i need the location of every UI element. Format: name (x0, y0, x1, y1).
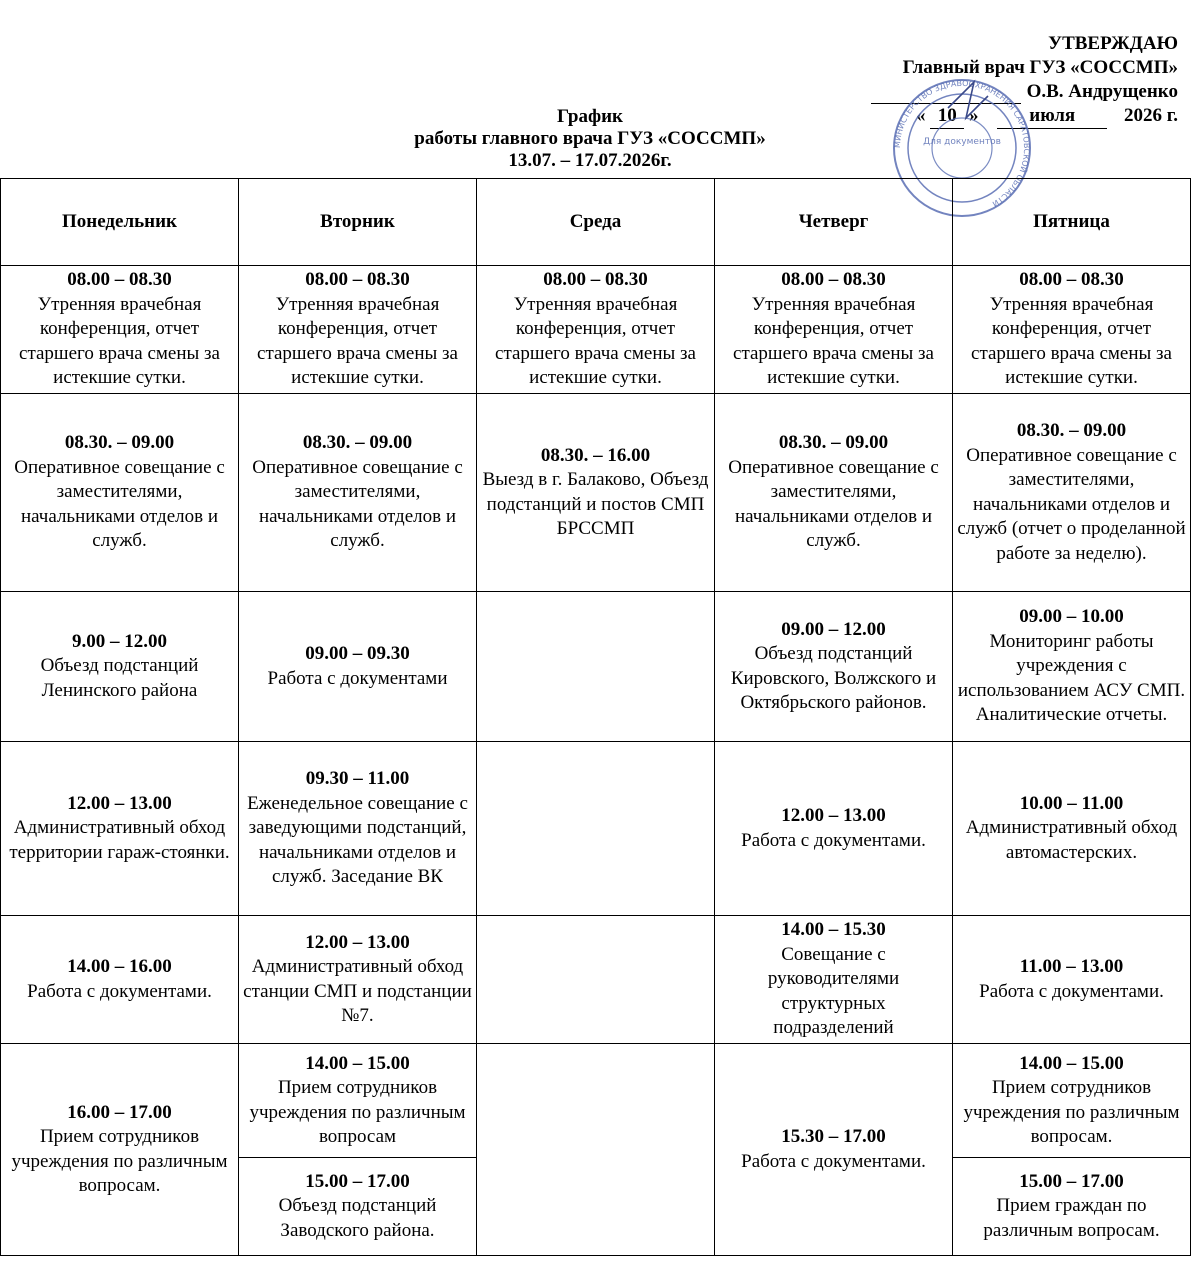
schedule-cell (477, 394, 715, 592)
date-month: июля (997, 104, 1107, 129)
event-time: 16.00 – 17.00 (67, 1101, 172, 1123)
schedule-cell (715, 742, 953, 916)
schedule-cell (715, 916, 953, 1044)
event-desc: Утренняя врачебная конференция, отчет старшего врача смены за истекшие сутки. (19, 293, 220, 389)
empty-cell (477, 742, 715, 916)
event-desc: Прием сотрудников учреждения по различным вопросам (249, 1077, 466, 1147)
schedule-cell (239, 742, 477, 916)
table-row (1, 742, 1191, 916)
event-desc: Административный обход территории гараж-стоянки. (9, 817, 230, 863)
table-header-row (1, 179, 1191, 266)
empty-cell (477, 592, 715, 742)
event-time: 08.00 – 08.30 (543, 269, 648, 291)
event-desc: Объезд подстанций Ленинского района (40, 655, 199, 701)
date-year: 2026 г. (1124, 105, 1178, 126)
event-desc: Оперативное совещание с заместителями, начальниками отделов и служб. (728, 456, 939, 552)
event-time: 08.30. – 09.00 (302, 432, 413, 454)
event-time: 08.30. – 09.00 (64, 432, 175, 454)
empty-cell (477, 916, 715, 1044)
schedule-title-block (380, 106, 800, 172)
table-row (1, 266, 1191, 394)
table-row (1, 1044, 1191, 1158)
event-desc: Работа с документами (267, 667, 448, 689)
schedule-cell (953, 1044, 1191, 1158)
event-desc: Оперативное совещание с заместителями, начальниками отделов и служб (отчет о проделанной работе за неделю). (957, 444, 1186, 564)
event-time: 08.00 – 08.30 (781, 269, 886, 291)
approval-signer: О.В. Андрущенко (1026, 81, 1178, 102)
schedule-cell (1, 742, 239, 916)
day-header-friday: Пятница (953, 179, 1191, 266)
approval-heading: УТВЕРЖДАЮ (1048, 33, 1178, 54)
approval-position: Главный врач ГУЗ «СОССМП» (902, 57, 1178, 78)
event-time: 12.00 – 13.00 (305, 931, 410, 953)
event-time: 14.00 – 15.00 (1019, 1052, 1124, 1074)
schedule-cell (1, 266, 239, 394)
schedule-cell (239, 592, 477, 742)
event-time: 14.00 – 16.00 (67, 956, 172, 977)
event-time: 11.00 – 13.00 (1019, 956, 1124, 977)
event-time: 15.00 – 17.00 (1019, 1170, 1124, 1192)
schedule-period: 13.07. – 17.07.2026г. (508, 150, 672, 171)
event-desc: Объезд подстанций Заводского района. (278, 1195, 437, 1241)
schedule-cell (953, 742, 1191, 916)
event-time: 08.30. – 16.00 (540, 444, 651, 466)
event-desc: Утренняя врачебная конференция, отчет старшего врача смены за истекшие сутки. (733, 293, 934, 389)
schedule-cell (953, 266, 1191, 394)
schedule-cell (953, 394, 1191, 592)
table-row (1, 916, 1191, 1044)
schedule-cell (239, 1158, 477, 1256)
event-time: 12.00 – 13.00 (67, 792, 172, 814)
table-row (1, 394, 1191, 592)
event-time: 08.00 – 08.30 (305, 269, 410, 291)
schedule-table (0, 178, 1191, 1256)
event-time: 09.00 – 12.00 (781, 618, 886, 640)
event-desc: Выезд в г. Балаково, Объезд подстанций и постов СМП БРССМП (482, 469, 709, 539)
schedule-cell (1, 916, 239, 1044)
event-time: 08.30. – 09.00 (1016, 420, 1127, 441)
schedule-cell (1, 592, 239, 742)
event-desc: Административный обход станции СМП и подстанции №7. (243, 956, 472, 1026)
schedule-cell (715, 592, 953, 742)
event-desc: Утренняя врачебная конференция, отчет старшего врача смены за истекшие сутки. (495, 293, 696, 389)
event-time: 08.30. – 09.00 (778, 432, 889, 454)
event-time: 14.00 – 15.00 (305, 1052, 410, 1074)
event-time: 08.00 – 08.30 (1019, 269, 1124, 291)
schedule-cell (477, 266, 715, 394)
schedule-cell (239, 394, 477, 592)
day-header-monday: Понедельник (1, 179, 239, 266)
schedule-cell (239, 916, 477, 1044)
schedule-cell (715, 266, 953, 394)
date-day: 10 (930, 104, 964, 129)
schedule-cell (953, 916, 1191, 1044)
schedule-cell (953, 1158, 1191, 1256)
schedule-title: График (557, 106, 623, 127)
schedule-cell (239, 266, 477, 394)
event-desc: Работа с документами. (27, 980, 212, 1002)
event-time: 10.00 – 11.00 (1019, 792, 1124, 814)
event-desc: Утренняя врачебная конференция, отчет старшего врача смены за истекшие сутки. (257, 293, 458, 389)
event-desc: Работа с документами. (741, 829, 926, 851)
empty-cell (477, 1044, 715, 1256)
schedule-cell (715, 394, 953, 592)
schedule-cell (953, 592, 1191, 742)
schedule-subtitle: работы главного врача ГУЗ «СОССМП» (414, 128, 766, 149)
event-desc: Оперативное совещание с заместителями, начальниками отделов и служб. (14, 456, 225, 552)
event-desc: Оперативное совещание с заместителями, начальниками отделов и служб. (252, 456, 463, 552)
event-desc: Работа с документами. (741, 1150, 926, 1172)
event-time: 9.00 – 12.00 (72, 630, 167, 652)
schedule-cell (715, 1044, 953, 1256)
seal-outer-text: МИНИСТЕРСТВО ЗДРАВООХРАНЕНИЯ САРАТОВСКОЙ ОБЛАСТИ (892, 78, 1032, 209)
event-desc: Утренняя врачебная конференция, отчет старшего врача смены за истекшие сутки. (971, 293, 1172, 389)
day-header-wednesday: Среда (477, 179, 715, 266)
schedule-cell (1, 394, 239, 592)
day-header-thursday: Четверг (715, 179, 953, 266)
event-time: 09.00 – 09.30 (305, 643, 410, 664)
event-time: 15.30 – 17.00 (781, 1126, 886, 1147)
event-desc: Прием сотрудников учреждения по различным вопросам. (963, 1077, 1180, 1147)
date-open-quote: « (916, 105, 926, 126)
event-desc: Мониторинг работы учреждения с использованием АСУ СМП. Аналитические отчеты. (957, 630, 1186, 726)
event-desc: Объезд подстанций Кировского, Волжского и Октябрьского районов. (730, 643, 937, 713)
table-row (1, 592, 1191, 742)
event-time: 14.00 – 15.30 (781, 919, 886, 941)
event-desc: Еженедельное совещание с заведующими подстанций, начальниками отделов и служб. Заседание ВК (247, 792, 468, 888)
event-time: 08.00 – 08.30 (67, 269, 172, 291)
seal-inner-text: Для документов (923, 137, 1001, 147)
event-desc: Совещание с руководителями структурных подразделений (767, 943, 900, 1039)
event-desc: Прием граждан по различным вопросам. (983, 1195, 1160, 1241)
schedule-cell (239, 1044, 477, 1158)
event-time: 09.30 – 11.00 (305, 768, 410, 790)
event-desc: Административный обход автомастерских. (965, 817, 1178, 863)
event-time: 09.00 – 10.00 (1019, 606, 1124, 628)
schedule-cell (1, 1044, 239, 1256)
event-desc: Прием сотрудников учреждения по различным вопросам. (11, 1126, 228, 1196)
event-desc: Работа с документами. (979, 980, 1164, 1002)
event-time: 12.00 – 13.00 (781, 805, 886, 826)
day-header-tuesday: Вторник (239, 179, 477, 266)
event-time: 15.00 – 17.00 (305, 1170, 410, 1192)
date-close-quote: » (969, 105, 979, 126)
